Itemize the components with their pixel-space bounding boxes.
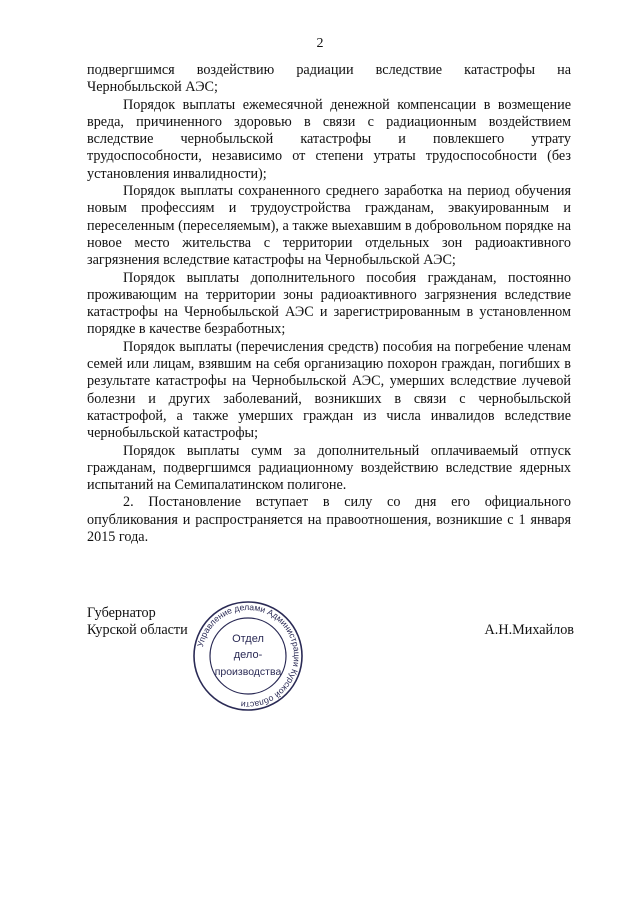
signatory-title bbox=[87, 605, 188, 640]
paragraph-1: подвергшимся воздействию радиации вследствие катастрофы на Чернобыльской АЭС; bbox=[87, 62, 571, 96]
paragraph-4: Порядок выплаты дополнительного пособия гражданам, постоянно проживающим на территории зоны радиоактивного загрязнения вследствие катастрофы на Чернобыльской АЭС и зарегистрированным в установленном порядке в качестве безработных; bbox=[87, 269, 571, 338]
page-number: 2 bbox=[316, 36, 324, 51]
stamp-ring-text: Управление делами Администрации Курской области bbox=[194, 601, 303, 711]
paragraph-2: Порядок выплаты ежемесячной денежной компенсации в возмещение вреда, причиненного здоровью в связи с радиационным воздействием вследствие чернобыльской катастрофы и повлекшего утрату трудоспособности, независимо от степени утраты трудоспособности (без установления инвалидности); bbox=[87, 96, 571, 182]
paragraph-7: 2. Постановление вступает в силу со дня его официального опубликования и распространяется на правоотношения, возникшие с 1 января 2015 года. bbox=[87, 494, 571, 546]
signatory-title-line-2: Курской области bbox=[87, 622, 188, 639]
paragraph-3: Порядок выплаты сохраненного среднего заработка на период обучения новым профессиям и трудоустройства гражданам, эвакуированным и переселенным (переселяемым), а также выехавшим в добровольном порядке на новое место жительства с территории отдельных зон радиоактивного загрязнения вследствие катастрофы на Чернобыльской АЭС; bbox=[87, 183, 571, 269]
paragraph-5: Порядок выплаты (перечисления средств) пособия на погребение членам семей или лицам, взявшим на себя организацию похорон граждан, погибших в результате катастрофы на Чернобыльской АЭС, умерших вследствие лучевой болезни и других заболеваний, возникших в связи с чернобыльской катастрофой, а также умерших граждан из числа инвалидов вследствие чернобыльской катастрофы; bbox=[87, 338, 571, 442]
official-stamp bbox=[192, 600, 304, 712]
stamp-center-line-3: производства bbox=[214, 666, 282, 678]
signatory-title-line-1: Губернатор bbox=[87, 605, 156, 621]
stamp-center-line-2: дело- bbox=[233, 649, 263, 661]
paragraph-6: Порядок выплаты сумм за дополнительный оплачиваемый отпуск гражданам, подвергшимся радиационному воздействию вследствие ядерных испытаний на Семипалатинском полигоне. bbox=[87, 442, 571, 494]
signatory-name: А.Н.Михайлов bbox=[484, 622, 574, 638]
stamp-center-line-1: Отдел bbox=[232, 633, 264, 645]
document-body bbox=[87, 62, 571, 546]
